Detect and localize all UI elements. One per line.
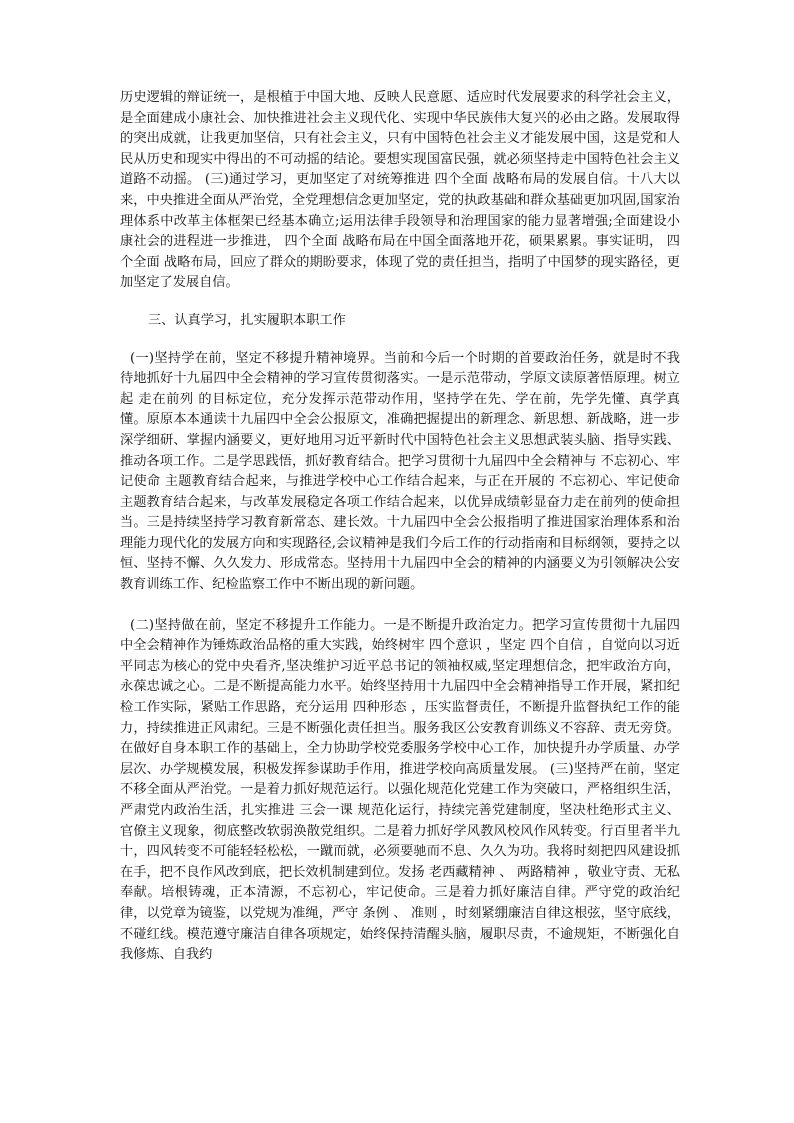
paragraph-socialism-confidence: 历史逻辑的辩证统一，是根植于中国大地、反映人民意愿、适应时代发展要求的科学社会主义，是全面建成小康社会、加快推进社会主义现代化、实现中华民族伟大复兴的必由之路。发展取得的突出成就，让我更加坚信，只有社会主义，只有中国特色社会主义才能发展中国，这是党和人民从历史和现实中得出的不可动摇的结论。要想实现国富民强，就必须坚持走中国特色社会主义道路不动摇。 (三)通过学习，更加坚定了对统筹推进 四个全面 战略布局的发展自信。十八大以来，中央推进全面从严治党，全党理想信念更加坚定，党的执政基础和群众基础更加巩固,国家治理体系中改革主体框架已经基本确立;运用法律手段领导和治理国家的能力显著增强;全面建设小康社会的进程进一步推进， 四个全面 战略布局在中国全面落地开花，硕果累累。事实证明， 四个全面 战略布局，回应了群众的期盼要求，体现了党的责任担当，指明了中国梦的现实路径，更加坚定了发展自信。 [120,90,680,291]
document-page [120,88,680,966]
paragraph-gap [120,596,680,616]
paragraph-work-first: (二)坚持做在前，坚定不移提升工作能力。一是不断提升政治定力。把学习宣传贯彻十九届四中全会精神作为锤炼政治品格的重大实践，始终树牢 四个意识 ，坚定 四个自信 ，自觉向以习近平同志为核心的党中央看齐,坚决维护习近平总书记的领袖权威,坚定理想信念，把牢政治方向，永葆忠诚之心。二是不断提高能力水平。始终坚持用十九届四中全会精神指导工作开展，紧扣纪检工作实际，紧贴工作思路，充分运用 四种形态 ，压实监督责任，不断提升监督执纪工作的能力，持续推进正风肃纪。三是不断强化责任担当。服务我区公安教育训练义不容辞、责无旁贷。在做好自身本职工作的基础上，全力协助学校党委服务学校中心工作，加快提升办学质量、办学层次、办学规模发展，积极发挥参谋助手作用，推进学校向高质量发展。 (三)坚持严在前，坚定不移全面从严治党。一是着力抓好规范运行。以强化规范化党建工作为突破口，严格组织生活，严肃党内政治生活，扎实推进 三会一课 规范化运行，持续完善党建制度，坚决杜绝形式主义、官僚主义现象，彻底整改软弱涣散党组织。二是着力抓好学风教风校风作风转变。行百里者半九十，四风转变不可能轻轻松松，一蹴而就，必须要驰而不息、久久为功。我将时刻把四风建设抓在手，把不良作风改到底，把长效机制建到位。发扬 老西藏精神 、 两路精神 ，敬业守责、无私奉献。培根铸魂，正本清源，不忘初心，牢记使命。三是着力抓好廉洁自律。严守党的政治纪律，以党章为镜鉴，以党规为准绳，严守 条例 、 准则 ，时刻紧绷廉洁自律这根弦，坚守底线，不碰红线。模范遵守廉洁自律各项规定，始终保持清醒头脑，履职尽责，不逾规矩，不断强化自我修炼、自我约 [120,617,680,963]
section-heading-three: 三、认真学习，扎实履职本职工作 [148,312,346,328]
paragraph-study-first: (一)坚持学在前，坚定不移提升精神境界。当前和今后一个时期的首要政治任务，就是时不我待地抓好十九届四中全会精神的学习宣传贯彻落实。一是示范带动，学原文读原著悟原理。树立起 走在前列 的目标定位，充分发挥示范带动作用，坚持学在先、学在前，先学先懂、真学真懂。原原本本通读十九届四中全会公报原文，准确把握提出的新理念、新思想、新战略，进一步深学细研、掌握内涵要义，更好地用习近平新时代中国特色社会主义思想武装头脑、指导实践、推动各项工作。二是学思践悟，抓好教育结合。把学习贯彻十九届四中全会精神与 不忘初心、牢记使命 主题教育结合起来，与推进学校中心工作结合起来，与正在开展的 不忘初心、牢记使命 主题教育结合起来，与改革发展稳定各项工作结合起来，以优异成绩彰显奋力走在前列的使命担当。三是持续坚持学习教育新常态、建长效。十九届四中全会公报指明了推进国家治理体系和治理能力现代化的发展方向和实现路径,会议精神是我们今后工作的行动指南和目标纲领，要持之以恒、坚持不懈、久久发力、形成常态。坚持用十九届四中全会的精神的内涵要义为引领解决公安教育训练工作、纪检监察工作中不断出现的新问题。 [120,350,680,593]
